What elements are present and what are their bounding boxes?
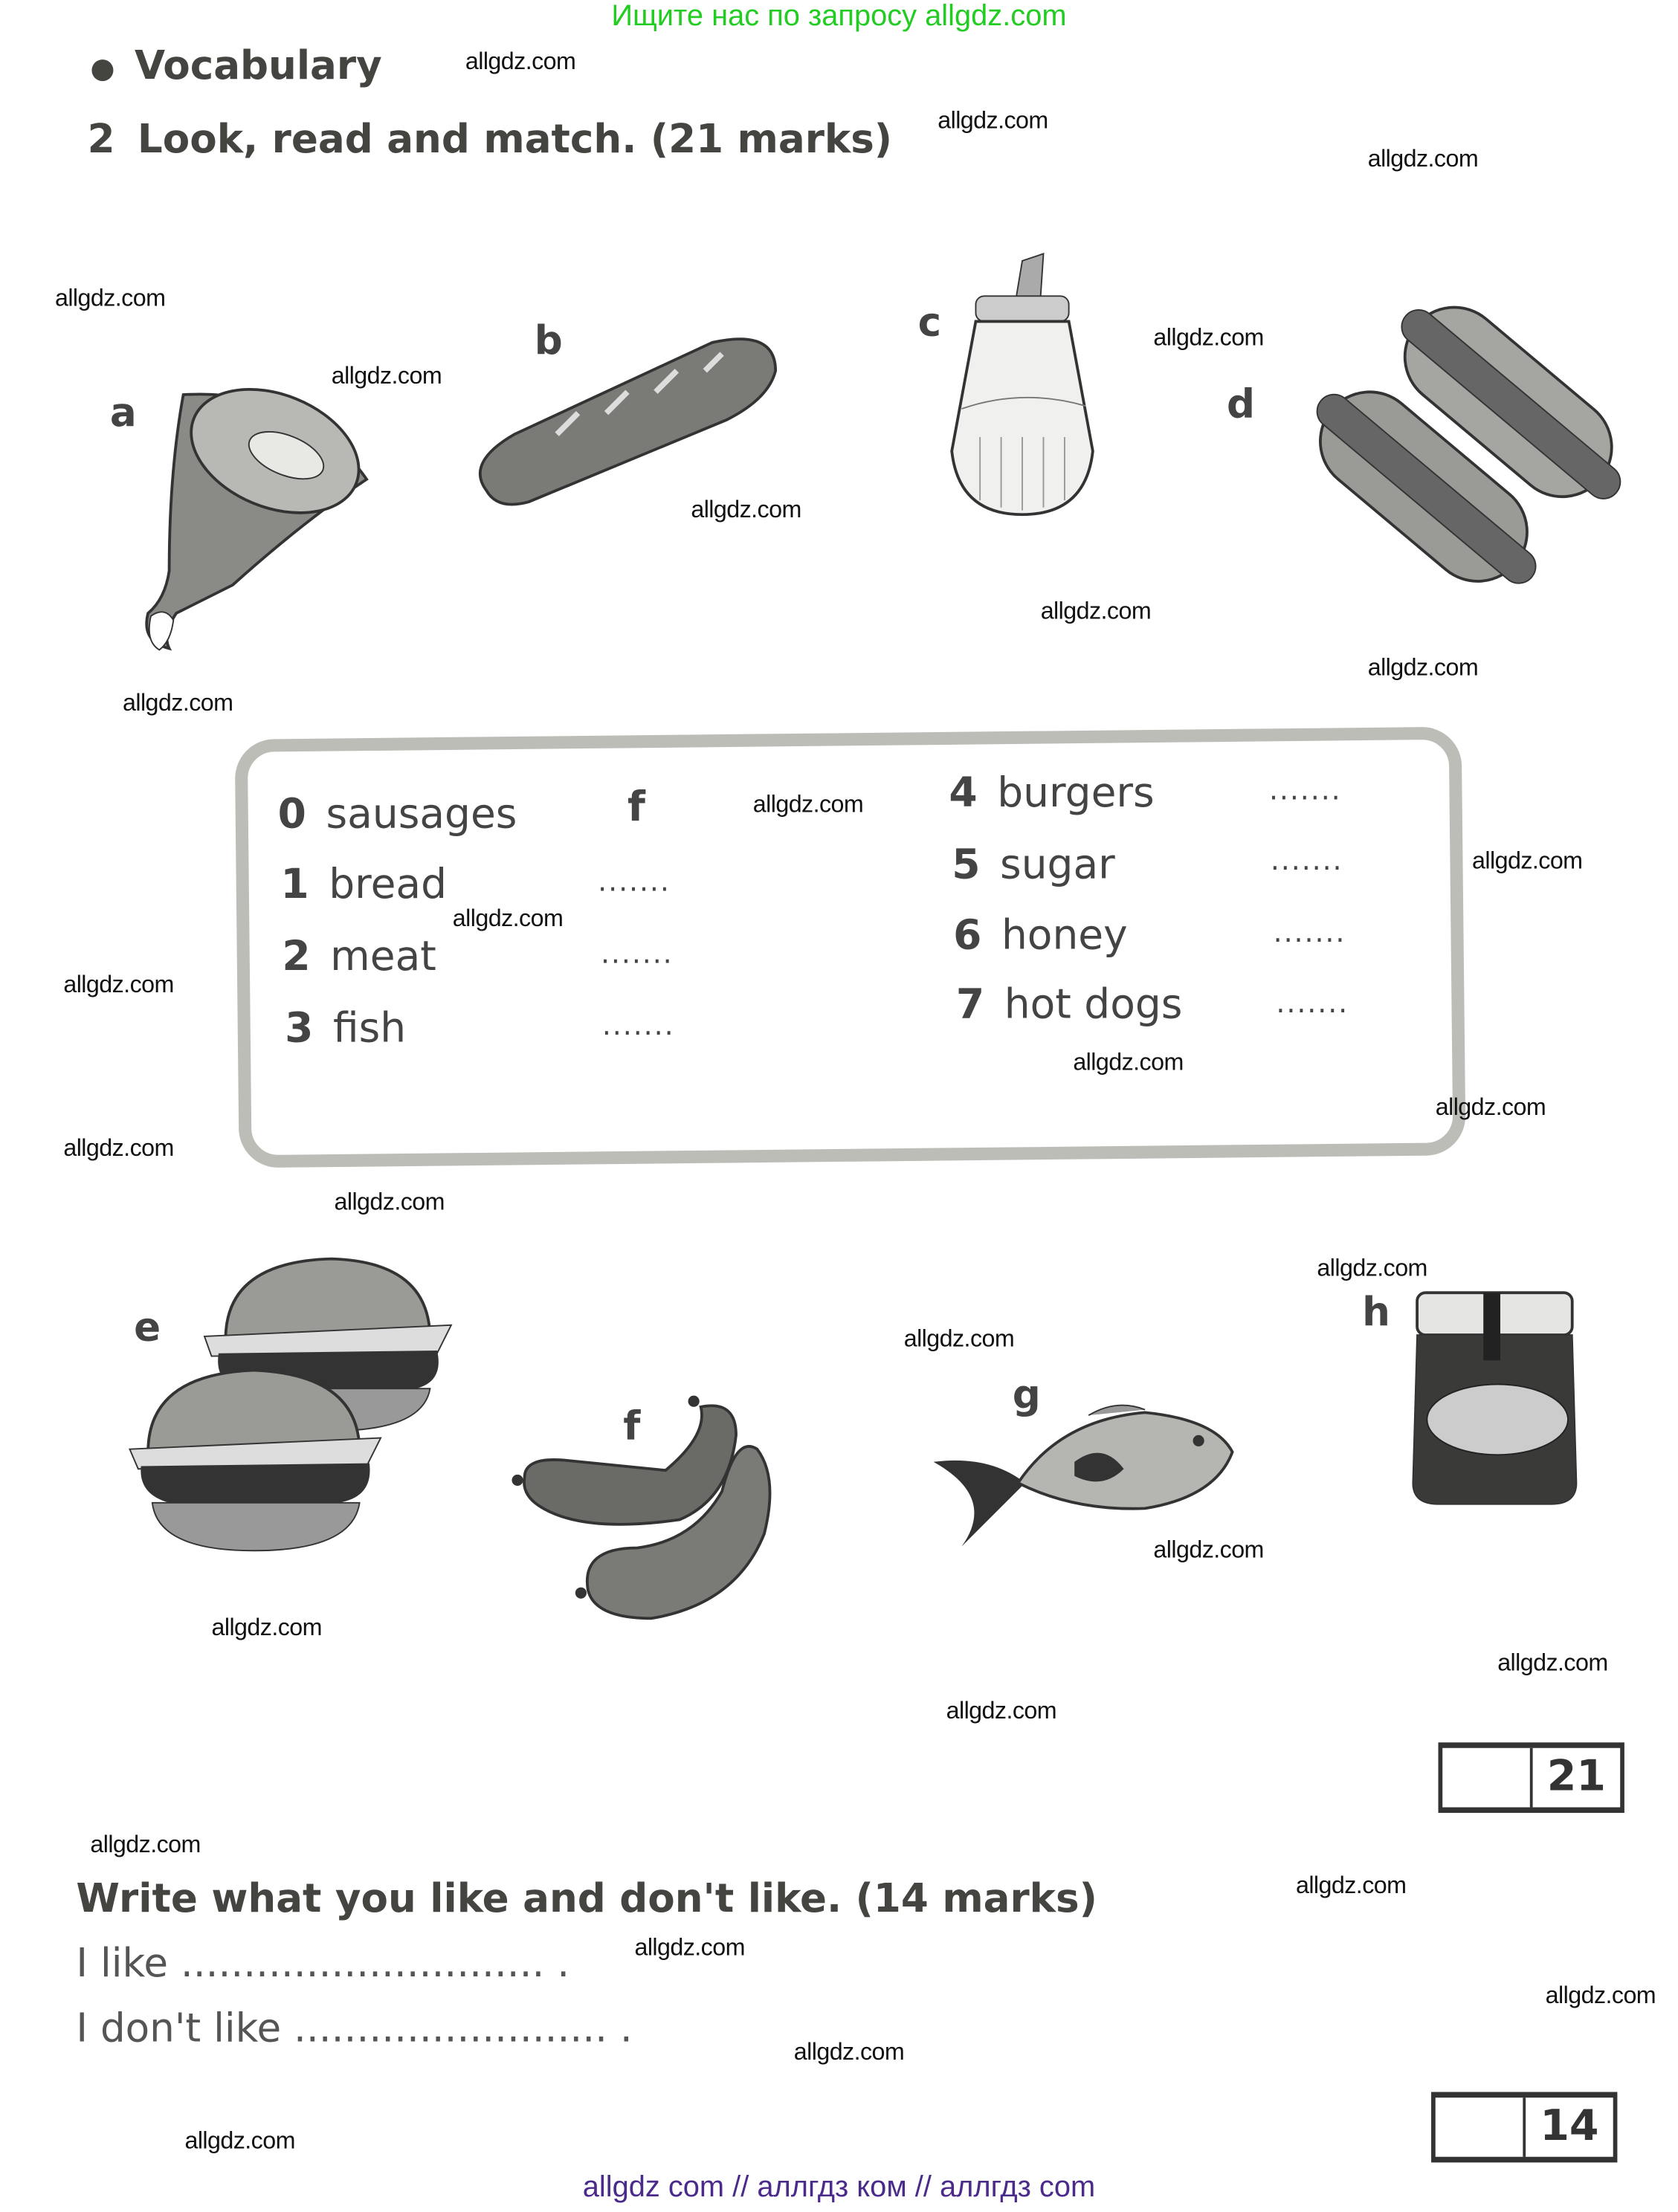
match-answer-5[interactable]: .......: [1270, 843, 1343, 877]
watermark: allgdz.com: [123, 689, 233, 717]
watermark: allgdz.com: [63, 1134, 174, 1162]
watermark: allgdz.com: [793, 2038, 905, 2066]
sugar-icon: [945, 253, 1100, 528]
watermark: allgdz.com: [1367, 145, 1479, 172]
match-answer-3[interactable]: .......: [601, 1008, 675, 1042]
watermark: allgdz.com: [946, 1697, 1057, 1724]
picture-label-b: b: [534, 317, 563, 364]
match-answer-4[interactable]: .......: [1268, 772, 1342, 806]
picture-label-c: c: [917, 299, 942, 346]
exercise-number: 2: [87, 115, 115, 163]
burgers-icon: [127, 1255, 459, 1558]
match-answer-2[interactable]: .......: [600, 936, 674, 970]
match-item-3: 3 fish: [285, 1003, 407, 1052]
watermark: allgdz.com: [1367, 654, 1479, 682]
match-item-6: 6 honey: [953, 911, 1128, 959]
exercise-3-title: Write what you like and don't like. (14 marks): [76, 1875, 1097, 1922]
match-item-5: 5 sugar: [952, 840, 1115, 888]
dont-like-line[interactable]: I don't like ......................... .: [76, 2004, 633, 2051]
match-item-0: 0 sausages: [277, 789, 517, 838]
watermark: allgdz.com: [1472, 847, 1583, 874]
watermark: allgdz.com: [1295, 1872, 1407, 1899]
bottom-banner: allgdz com // аллгдз ком // аллгдз com: [582, 2170, 1096, 2204]
picture-label-h: h: [1362, 1288, 1390, 1336]
score-box-exercise-2: [1439, 1742, 1624, 1813]
score-input[interactable]: [1436, 2098, 1526, 2157]
picture-label-f: f: [623, 1403, 641, 1449]
match-item-1: 1 bread: [280, 859, 448, 908]
watermark: allgdz.com: [211, 1614, 322, 1641]
like-line[interactable]: I like ............................. .: [76, 1939, 570, 1987]
match-answer-7[interactable]: .......: [1276, 985, 1349, 1020]
bullet: ●: [90, 51, 115, 85]
honey-icon: [1410, 1286, 1580, 1511]
watermark: allgdz.com: [1153, 1536, 1264, 1564]
meat-icon: [134, 388, 373, 663]
watermark: allgdz.com: [90, 1831, 201, 1858]
match-answer-0: f: [627, 782, 645, 831]
picture-label-g: g: [1012, 1371, 1041, 1418]
watermark: allgdz.com: [903, 1325, 1015, 1352]
match-item-2: 2 meat: [282, 931, 436, 980]
score-box-exercise-3: [1431, 2092, 1617, 2163]
watermark: allgdz.com: [1040, 598, 1152, 625]
picture-label-a: a: [109, 389, 137, 436]
watermark: allgdz.com: [691, 496, 801, 523]
watermark: allgdz.com: [63, 971, 174, 998]
exercise-title: Look, read and match. (21 marks): [137, 115, 893, 163]
watermark: allgdz.com: [1073, 1049, 1184, 1076]
section-title: Vocabulary: [135, 42, 382, 89]
score-input[interactable]: [1442, 1748, 1532, 1808]
match-item-4: 4 burgers: [949, 768, 1155, 817]
sausages-icon: [511, 1393, 786, 1626]
watermark: allgdz.com: [184, 2127, 295, 2155]
picture-label-e: e: [134, 1304, 161, 1351]
watermark: allgdz.com: [1545, 1982, 1656, 2009]
max-score: 14: [1540, 2101, 1599, 2152]
watermark: allgdz.com: [452, 905, 564, 932]
watermark: allgdz.com: [938, 107, 1048, 135]
watermark: allgdz.com: [752, 790, 864, 818]
watermark: allgdz.com: [54, 285, 166, 312]
top-banner: Ищите нас по запросу allgdz.com: [611, 0, 1067, 33]
hot-dogs-icon: [1269, 265, 1593, 632]
watermark: allgdz.com: [1317, 1254, 1427, 1282]
section-heading: [90, 42, 381, 89]
bread-icon: [472, 335, 782, 511]
match-answer-6[interactable]: .......: [1273, 914, 1346, 949]
exercise-2-heading: [88, 116, 893, 163]
watermark: allgdz.com: [1497, 1649, 1608, 1677]
watermark: allgdz.com: [331, 362, 442, 389]
match-item-7: 7 hot dogs: [955, 980, 1183, 1028]
match-answer-1[interactable]: .......: [598, 864, 671, 899]
watermark: allgdz.com: [1435, 1093, 1546, 1121]
watermark: allgdz.com: [634, 1934, 745, 1962]
max-score: 21: [1546, 1752, 1606, 1802]
watermark: allgdz.com: [1153, 324, 1264, 352]
watermark: allgdz.com: [465, 48, 576, 75]
picture-label-d: d: [1227, 381, 1256, 427]
watermark: allgdz.com: [334, 1188, 445, 1215]
